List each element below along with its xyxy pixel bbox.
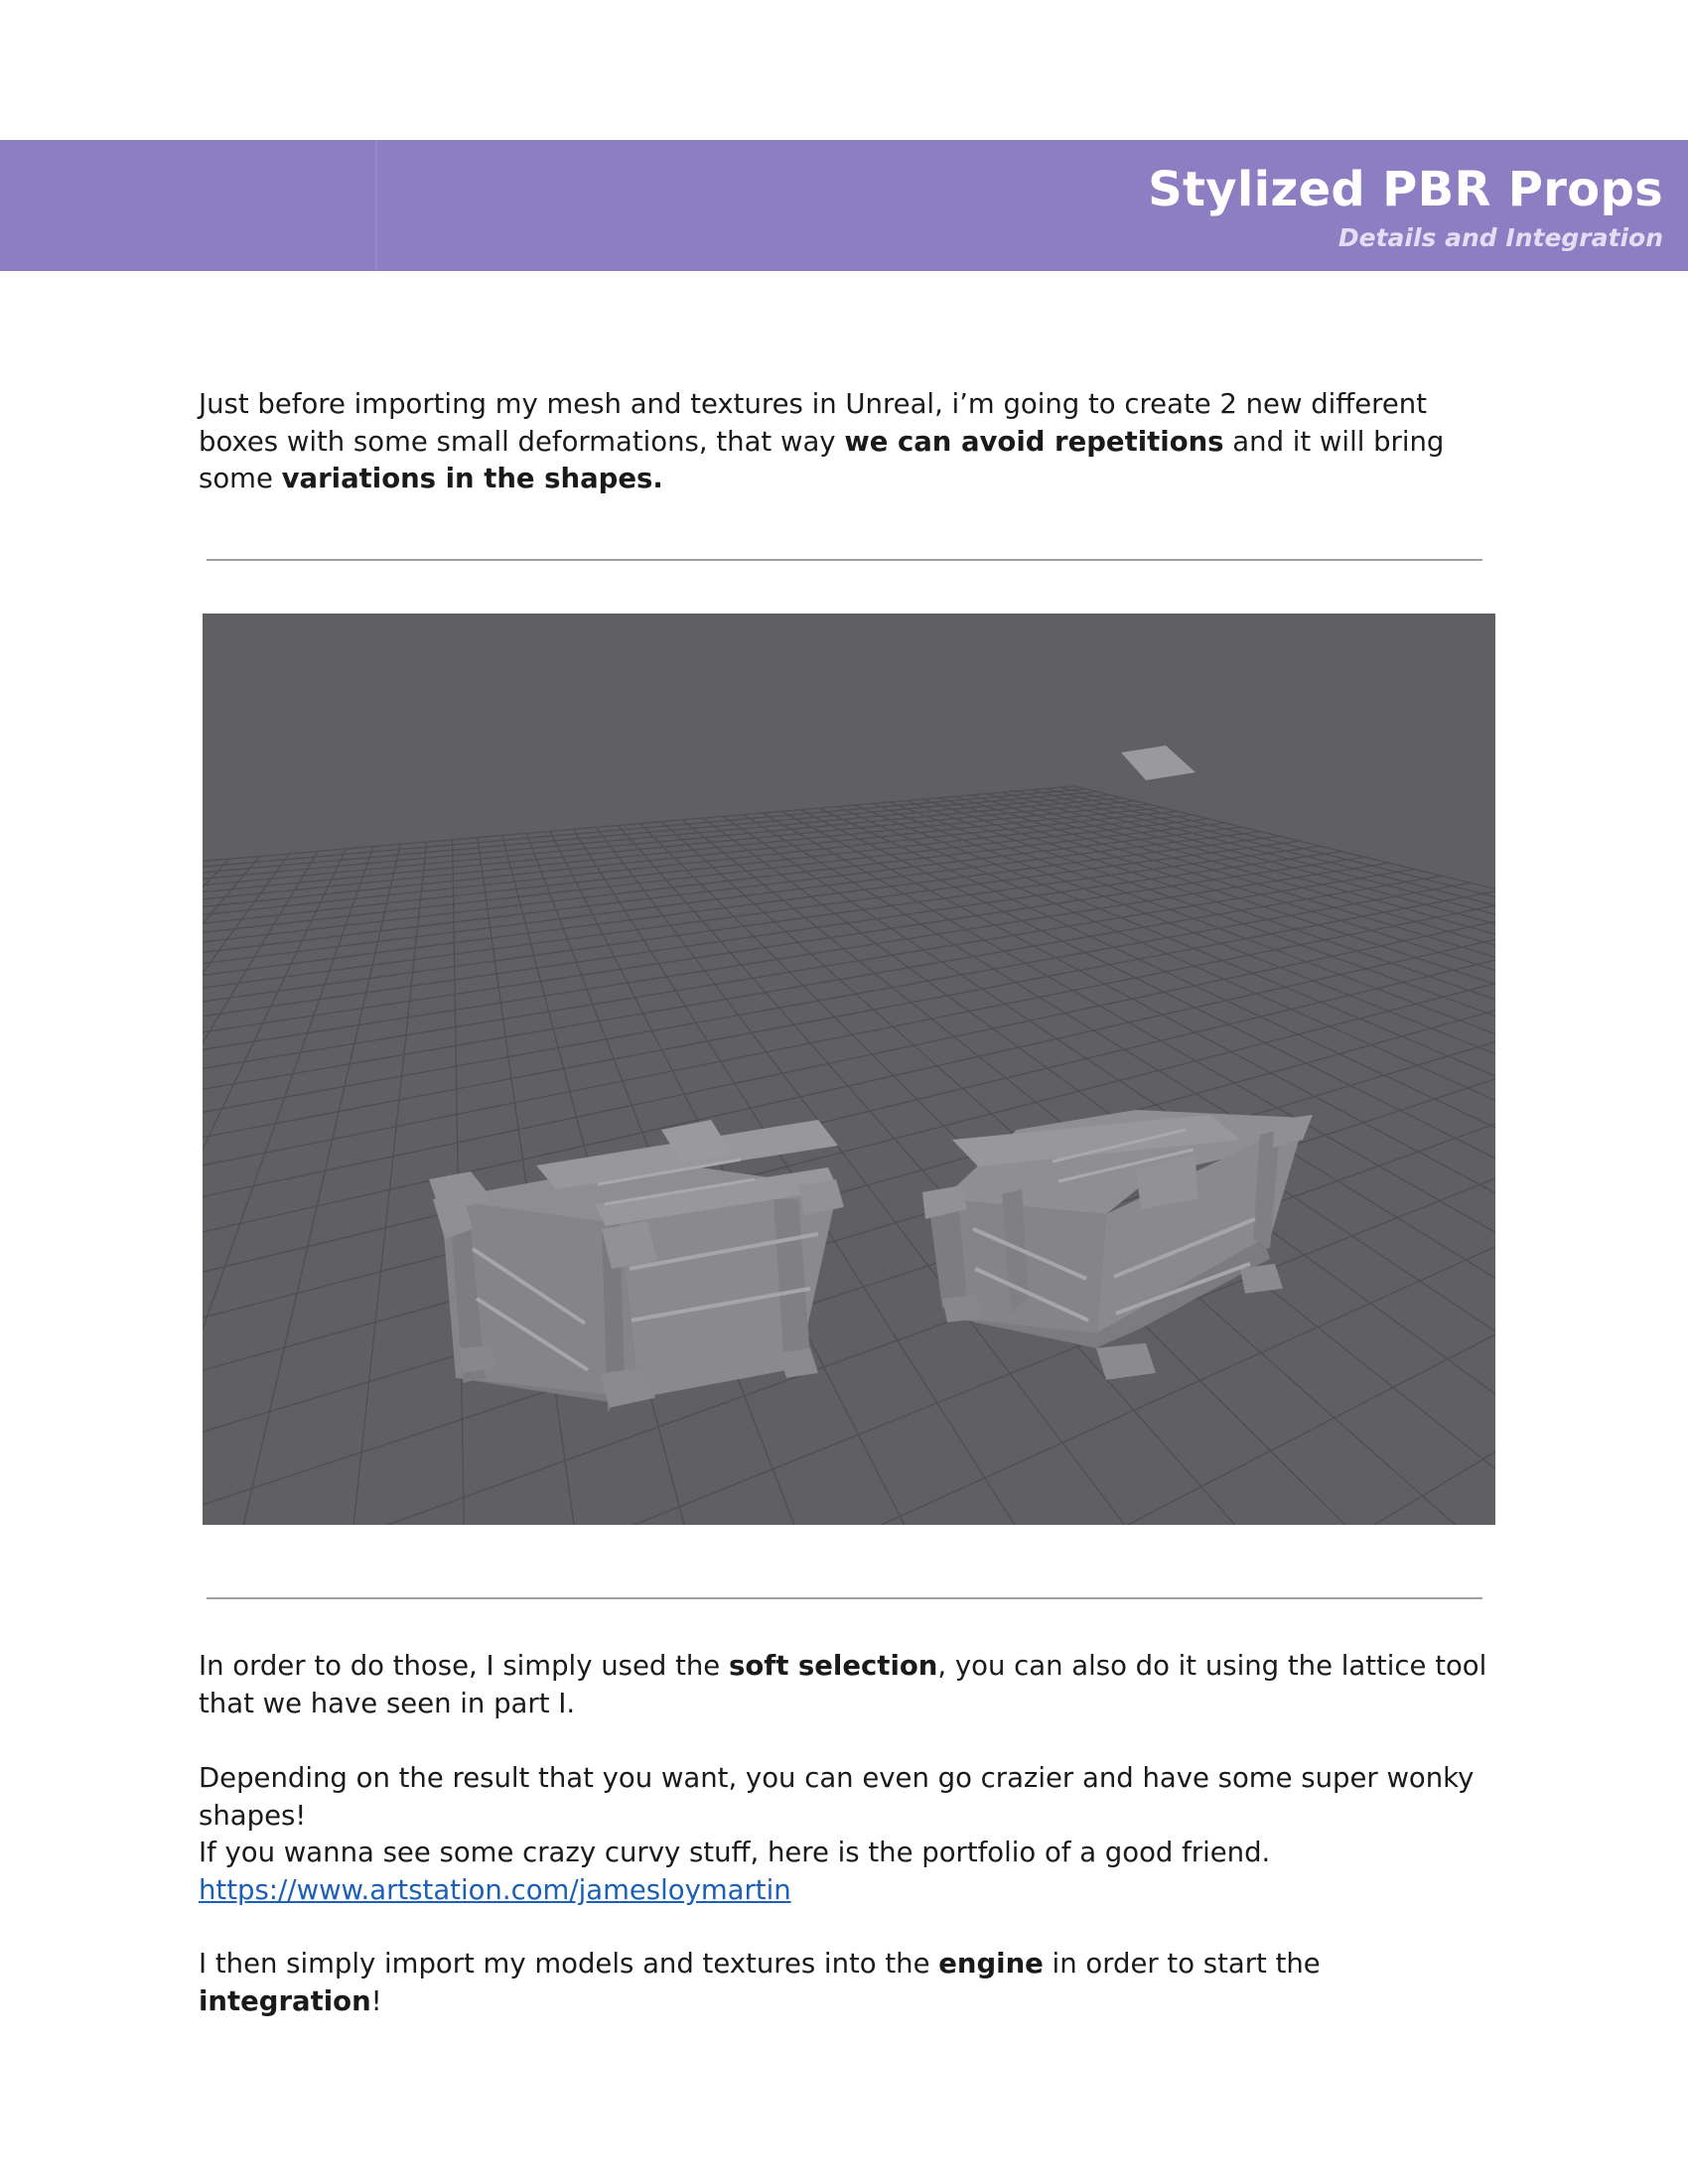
grid-line	[203, 804, 1149, 948]
crazier-paragraph	[199, 1760, 1489, 1909]
grid-line	[203, 1183, 1495, 1525]
divider-top	[207, 559, 1482, 561]
page-subtitle: Details and Integration	[1337, 223, 1663, 252]
crates-viewport-image	[203, 614, 1495, 1525]
grid-line	[203, 847, 373, 1525]
final-text-1: I then simply import my models and textures into the	[199, 1948, 939, 1979]
intro-bold-2: variations in the shapes.	[281, 463, 663, 494]
final-bold-1: engine	[938, 1948, 1044, 1979]
portfolio-link[interactable]: https://www.artstation.com/jamesloymartin	[199, 1873, 791, 1906]
intro-text-2: and it will bring some	[199, 425, 1445, 494]
grid-line	[203, 1031, 1495, 1525]
grid-line	[203, 1122, 1495, 1525]
grid-line	[203, 823, 1225, 1019]
grid-line	[203, 795, 1109, 918]
method-text-1: In order to do those, I simply used the	[199, 1650, 729, 1682]
grid-line	[203, 798, 1122, 927]
method-text-2: , you can also do it using the lattice tool that we have seen in part I.	[199, 1650, 1487, 1719]
method-paragraph	[199, 1648, 1489, 1722]
intro-text-1: Just before importing my mesh and textures in Unreal, i’m going to create 2 new different boxes with some small deformations, that way	[199, 388, 1428, 458]
header-banner	[0, 140, 1688, 271]
grid-line	[203, 1151, 1495, 1525]
intro-paragraph	[199, 386, 1489, 498]
grid-line	[203, 852, 318, 1526]
final-bold-2: integration	[199, 1984, 371, 2017]
crazier-line-1: Depending on the result that you want, you can even go crazier and have some super wonky shapes!	[199, 1762, 1475, 1832]
grid-line	[203, 935, 1495, 1525]
final-text-2: in order to start the	[1043, 1948, 1321, 1979]
banner-divider	[375, 140, 377, 271]
final-text-3: !	[370, 1984, 382, 2017]
final-paragraph	[199, 1946, 1489, 2020]
page-title: Stylized PBR Props	[1148, 162, 1663, 217]
floor-grid	[203, 786, 1495, 1525]
grid-line	[203, 1095, 1495, 1525]
crazier-line-2: If you wanna see some crazy curvy stuff, here is the portfolio of a good friend.	[199, 1837, 1271, 1868]
crate-left	[429, 1120, 844, 1413]
grid-line	[203, 808, 1163, 961]
crates-render	[203, 614, 1495, 1525]
divider-bottom	[207, 1597, 1482, 1599]
grid-line	[203, 957, 1495, 1525]
grid-line	[203, 970, 1495, 1525]
grid-line	[203, 906, 1495, 1525]
method-bold-1: soft selection	[728, 1650, 938, 1682]
grid-line	[203, 1015, 1495, 1525]
intro-bold-1: we can avoid repetitions	[844, 425, 1224, 458]
grid-line	[203, 898, 1495, 1525]
grid-line	[203, 841, 1299, 1101]
